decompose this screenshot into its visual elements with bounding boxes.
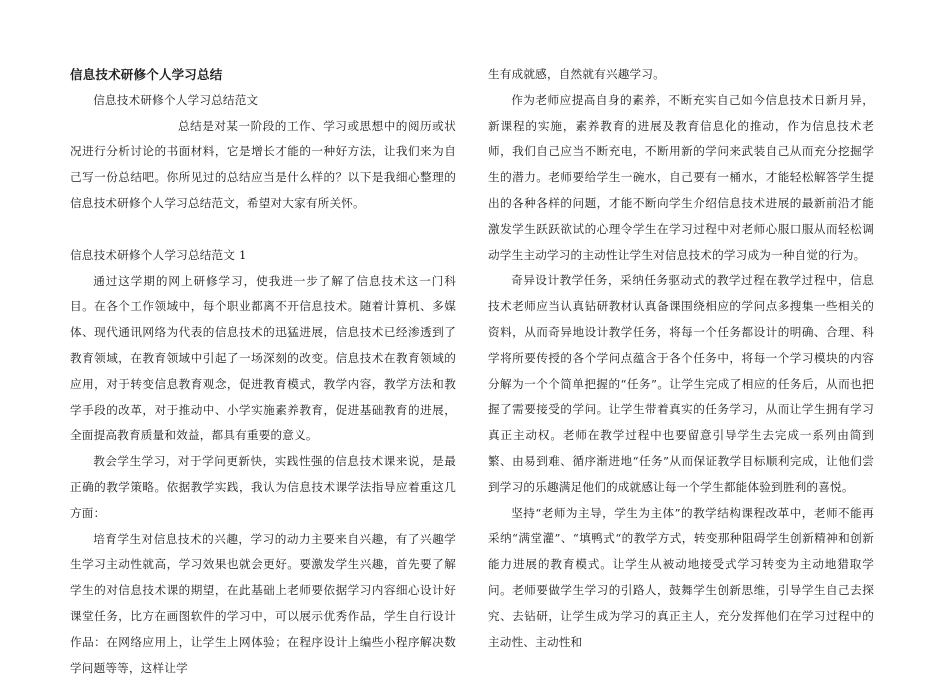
section-heading: 信息技术研修个人学习总结范文 1 (70, 247, 247, 262)
body-paragraph: 培育学生对信息技术的兴趣，学习的动力主要来自兴趣，有了兴趣学生学习主动性就高，学习效果也就会更好。要激发学生兴趣，首先要了解学生的对信息技术课的期望，在此基础上老师要依据学习内容细心设计好课堂任务，比方在画图软件的学习中，可以展示优秀作品，学生自行设计作品：在网络应用上，让学生上网体验；在程序设计上编些小程序解决数学问题等等，这样让学 (70, 531, 456, 675)
intro-paragraph: 总结是对某一阶段的工作、学习或思想中的阅历或状况进行分析讨论的书面材料，它是增长才能的一种好方法，让我们来为自己写一份总结吧。你所见过的总结应当是什么样的？以下是我细心整理的信息技术研修个人学习总结范文，希望对大家有所关怀。 (70, 118, 456, 210)
body-paragraph: 坚持“老师为主导，学生为主体”的教学结构课程改革中，老师不能再采纳“满堂灌”、“填鸭式“的教学方式，转变那种阻碍学生创新精神和创新能力进展的教育模式。让学生从被动地接受式学习转变为主动地猎取学问。老师要做学生学习的引路人，鼓舞学生创新思维，引导学生自己去探究、去钻研，让学生成为学习的真正主人，充分发挥他们在学习过程中的主动性、主动性和 (488, 505, 874, 649)
document-title: 信息技术研修个人学习总结 (70, 67, 223, 82)
body-paragraph: 生有成就感，自然就有兴趣学习。 (488, 67, 665, 81)
blank-line (70, 217, 456, 243)
document-subtitle: 信息技术研修个人学习总结范文 (93, 92, 259, 107)
left-column (70, 62, 456, 681)
body-paragraph: 奇异设计教学任务，采纳任务驱动式的教学过程在教学过程中，信息技术老师应当认真钻研教材认真备课围绕相应的学问点多搜集一些相关的资料，从而奇异地设计教学任务，将每一个任务都设计的明确、合理、科学将所要传授的各个学问点蕴含于各个任务中，将每一个学习模块的内容分解为一个个简单把握的“任务”。让学生完成了相应的任务后，从而也把握了需要接受的学问。让学生带着真实的任务学习，从而让学生拥有学习真正主动权。老师在教学过程中也要留意引导学生去完成一系列由简到繁、由易到难、循序渐进地“任务”从而保证教学目标顺利完成，让他们尝到学习的乐趣满足他们的成就感让每一个学生都能体验到胜利的喜悦。 (488, 273, 874, 494)
body-paragraph: 作为老师应提高自身的素养，不断充实自己如今信息技术日新月异，新课程的实施，素养教育的进展及教育信息化的推动，作为信息技术老师，我们自己应当不断充电，不断用新的学问来武装自己从而充分挖掘学生的潜力。老师要给学生一碗水，自己要有一桶水，才能轻松解答学生提出的各种各样的问题，才能不断向学生介绍信息技术进展的最新前沿才能激发学生跃跃欲试的心理令学生在学习过程中对老师心服口服从而轻松调动学生主动学习的主动性让学生对信息技术的学习成为一种自觉的行为。 (488, 92, 874, 262)
right-column (488, 62, 874, 655)
body-paragraph: 通过这学期的网上研修学习，使我进一步了解了信息技术这一门科目。在各个工作领域中，每个职业都离不开信息技术。随着计算机、多媒体、现代通讯网络为代表的信息技术的迅猛进展，信息技术已经渗透到了教育领域，在教育领域中引起了一场深刻的改变。信息技术在教育领域的应用，对于转变信息教育观念，促进教育模式，教学内容，教学方法和教学手段的改革，对于推动中、小学实施素养教育，促进基础教育的进展，全面提高教育质量和效益，都具有重要的意义。 (70, 273, 456, 443)
body-paragraph: 教会学生学习，对于学问更新快，实践性强的信息技术课来说，是最正确的教学策略。依据教学实践，我认为信息技术课学法指导应着重这几方面： (70, 454, 456, 520)
